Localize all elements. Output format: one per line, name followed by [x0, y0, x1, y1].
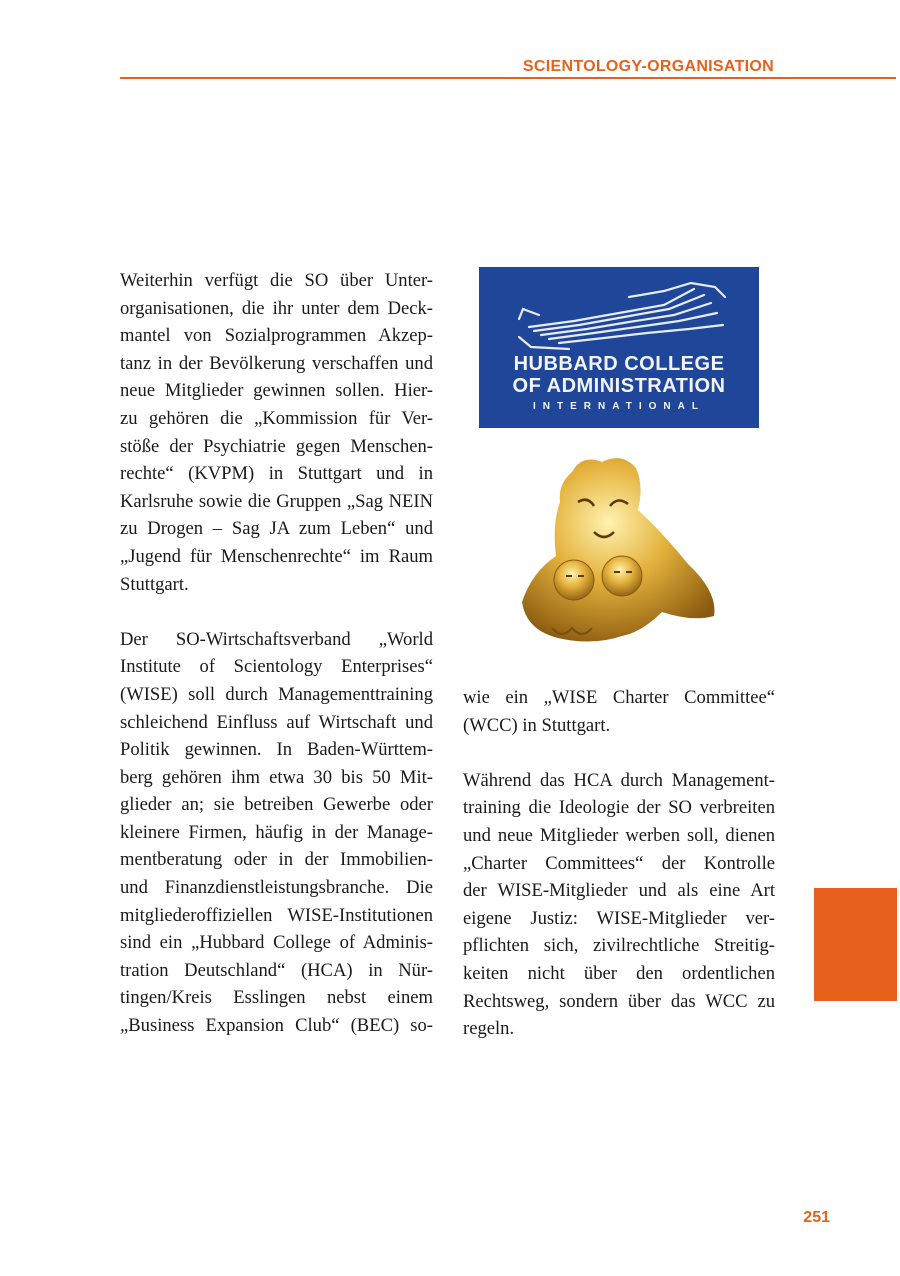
text-line: Institute of Scientology Enterprises“: [120, 656, 433, 678]
panther-icon: [479, 267, 759, 353]
text-line: Rechtsweg, sondern über das WCC zu: [463, 990, 775, 1012]
text-line: mentberatung oder in der Immobilien-: [120, 849, 433, 871]
lioness-statue-icon: [512, 452, 724, 648]
left-column: [120, 267, 433, 1040]
text-line: mantel von Sozialprogrammen Akzep-: [120, 325, 433, 347]
text-line: Karlsruhe sowie die Gruppen „Sag NEIN: [120, 490, 433, 512]
logo-line-1: HUBBARD COLLEGE: [513, 353, 725, 375]
text-line: „Jugend für Menschenrechte“ im Raum: [120, 545, 433, 567]
text-line: tration Deutschland“ (HCA) in Nür-: [120, 959, 433, 981]
page-number: 251: [803, 1209, 830, 1226]
hubbard-college-logo: [479, 267, 759, 428]
text-line: „Business Expansion Club“ (BEC) so-: [120, 1015, 433, 1037]
text-line: mitgliederoffiziellen WISE-Institutionen: [120, 904, 433, 926]
text-line: sind ein „Hubbard College of Adminis-: [120, 932, 433, 954]
text-line: neue Mitglieder gewinnen sollen. Hier-: [120, 380, 433, 402]
paragraph-wise: [120, 626, 433, 1040]
text-line: keiten nicht über den ordentlichen: [463, 962, 775, 984]
text-line: schleichend Einfluss auf Wirtschaft und: [120, 711, 433, 733]
text-line: Stuttgart.: [120, 573, 189, 595]
right-column: [463, 684, 775, 1043]
text-line: pflichten sich, zivilrechtliche Streitig-: [463, 935, 775, 957]
text-line: zu gehören die „Kommission für Ver-: [120, 407, 433, 429]
text-line: wie ein „WISE Charter Committee“: [463, 687, 775, 708]
text-line: (WISE) soll durch Managementtraining: [120, 683, 433, 705]
text-line: glieder an; sie betreiben Gewerbe oder: [120, 794, 433, 816]
text-line: organisationen, die ihr unter dem Deck-: [120, 297, 433, 319]
text-line: Weiterhin verfügt die SO über Unter-: [120, 270, 433, 291]
text-line: training die Ideologie der SO verbreiten: [463, 797, 775, 819]
text-line: (WCC) in Stuttgart.: [463, 714, 611, 736]
text-line: Während das HCA durch Management-: [463, 769, 775, 791]
logo-line-3: INTERNATIONAL: [533, 401, 705, 412]
text-line: zu Drogen – Sag JA zum Leben“ und: [120, 518, 433, 540]
text-line: eigene Justiz: WISE-Mitglieder ver-: [463, 907, 775, 929]
text-line: und neue Mitglieder werben soll, dienen: [463, 824, 775, 846]
text-line: berg gehören ihm etwa 30 bis 50 Mit-: [120, 766, 433, 788]
text-line: Politik gewinnen. In Baden-Württem-: [120, 739, 433, 761]
text-line: tingen/Kreis Esslingen nebst einem: [120, 987, 433, 1009]
paragraph-sub-organisations: [120, 267, 433, 598]
text-line: tanz in der Bevölkerung verschaffen und: [120, 352, 433, 374]
paragraph-wcc: [463, 684, 775, 739]
paragraph-hca: [463, 767, 775, 1043]
header-rule: [120, 77, 896, 79]
text-line: „Charter Committees“ der Kontrolle: [463, 852, 775, 874]
section-title: SCIENTOLOGY-ORGANISATION: [522, 58, 774, 75]
text-line: rechte“ (KVPM) in Stuttgart und in: [120, 463, 433, 485]
text-line: Der SO-Wirtschaftsverband „World: [120, 628, 433, 650]
chapter-tab-marker: [814, 888, 897, 1001]
text-line: der WISE-Mitglieder und als eine Art: [463, 880, 775, 902]
text-line: kleinere Firmen, häufig in der Manage-: [120, 821, 433, 843]
text-line: regeln.: [463, 1018, 515, 1040]
text-line: stöße der Psychiatrie gegen Menschen-: [120, 435, 433, 457]
logo-line-2: OF ADMINISTRATION: [512, 375, 726, 397]
text-line: und Finanzdienstleistungsbranche. Die: [120, 877, 433, 899]
